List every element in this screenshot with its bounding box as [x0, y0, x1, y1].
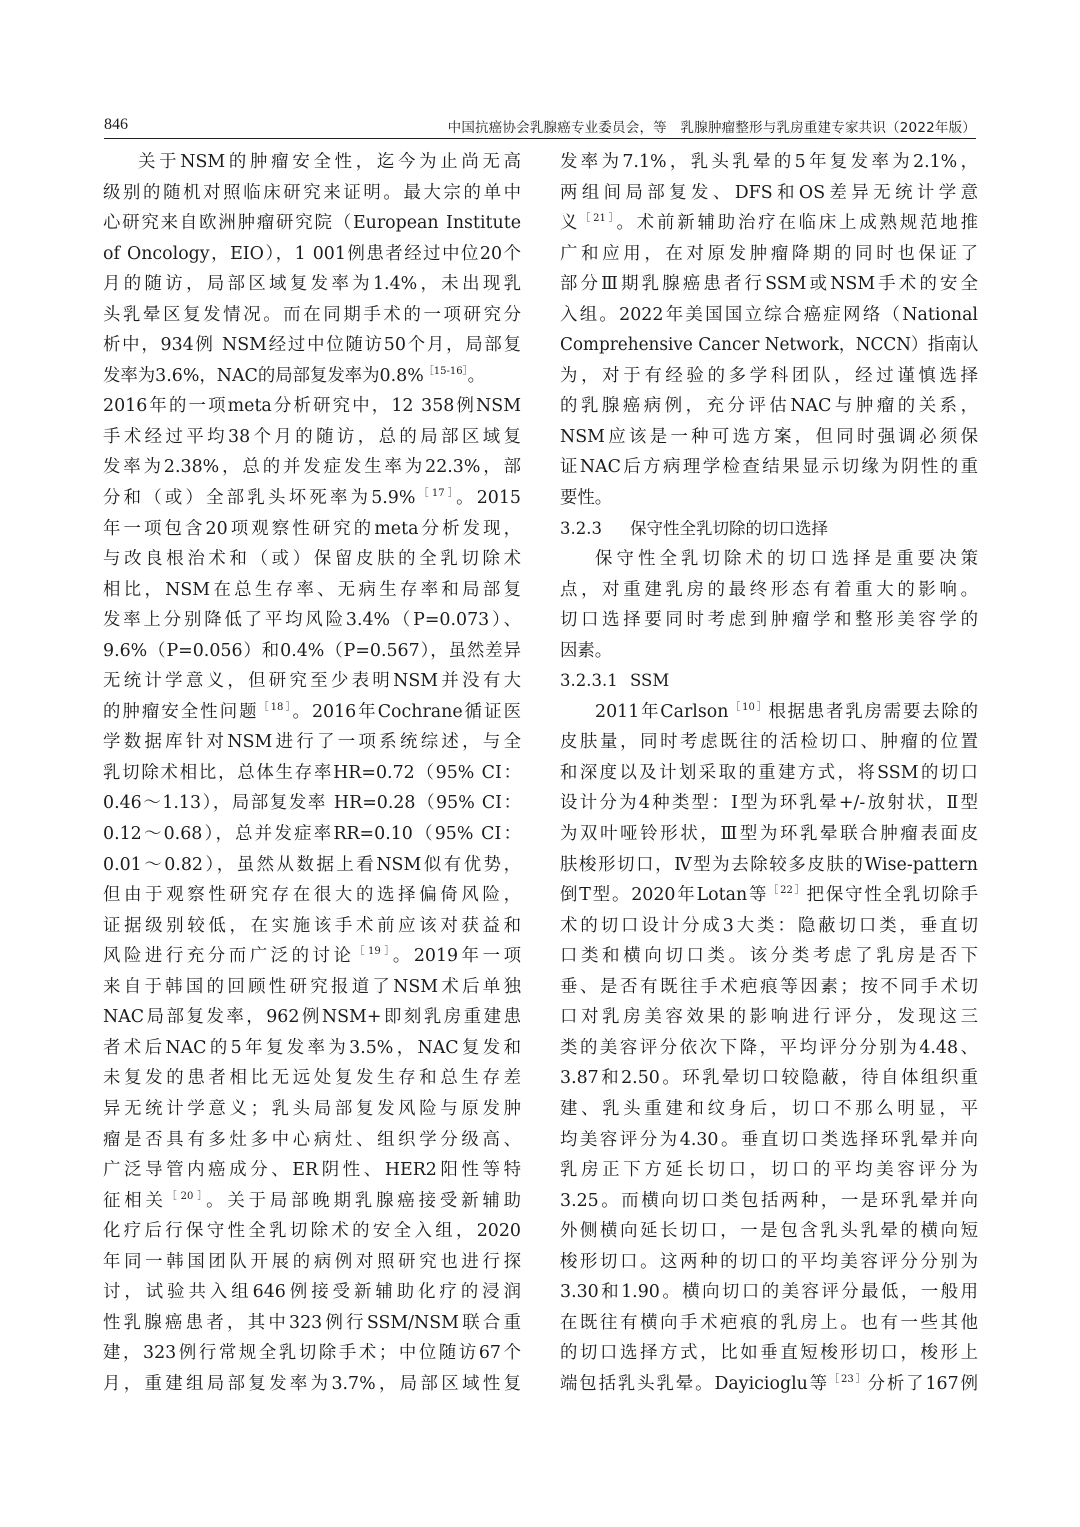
citation-reference: ［22］ [768, 885, 807, 897]
text-line [560, 911, 978, 942]
text-line [560, 1308, 978, 1339]
text-line [560, 880, 978, 911]
text-line [103, 361, 521, 392]
text-line [560, 1186, 978, 1217]
text-content: 的乳腺癌病例，充分评估NAC与肿瘤的关系， [560, 396, 978, 417]
text-line [560, 1033, 978, 1064]
text-line [560, 239, 978, 270]
text-line [560, 941, 978, 972]
text-content: 2016年的一项meta分析研究中，12 358例NSM [103, 396, 521, 417]
text-line [560, 1125, 978, 1156]
text-content: 把保守性全乳切除手 [806, 885, 978, 906]
text-content: 但由于观察性研究存在很大的选择偏倚风险， [103, 885, 521, 906]
text-content: 为，对于有经验的多学科团队，经过谨慎选择 [560, 365, 978, 386]
text-content: 月，重建组局部复发率为3.7%，局部区域性复 [103, 1373, 521, 1394]
text-content: 0.46～1.13），局部复发率 HR=0.28（95% CI： [103, 793, 521, 814]
text-content: 外侧横向延长切口，一是包含乳头乳晕的横向短 [560, 1221, 978, 1242]
text-line [103, 330, 521, 361]
text-content: 与改良根治术和（或）保留皮肤的全乳切除术 [103, 549, 521, 570]
text-content: 征相关 [103, 1190, 167, 1211]
text-content: 证NAC后方病理学检查结果显示切缘为阴性的重 [560, 457, 978, 478]
text-line [560, 819, 978, 850]
text-line [103, 575, 521, 606]
right-column [560, 147, 978, 1399]
citation-reference: ［18］ [258, 701, 293, 713]
text-content: 来自于韩国的回顾性研究报道了NSM术后单独 [103, 976, 521, 997]
section-number: 3.2.3.1 [560, 671, 618, 691]
text-line [103, 941, 521, 972]
text-content: 3.30和1.90。横向切口的美容评分最低，一般用 [560, 1282, 978, 1303]
section-heading [560, 666, 978, 697]
text-line [103, 208, 521, 239]
text-content: 发率上分别降低了平均风险3.4%（P=0.073）、 [103, 610, 521, 631]
text-line [103, 1186, 521, 1217]
text-content: 术的切口设计分成3大类：隐蔽切口类，垂直切 [560, 915, 978, 936]
text-content: 保守性全乳切除的切口选择 [630, 518, 828, 538]
text-line [560, 452, 978, 483]
text-line [560, 208, 978, 239]
text-line [560, 147, 978, 178]
text-line [560, 1247, 978, 1278]
text-content: 性乳腺癌患者，其中323例行SSM/NSM联合重 [103, 1312, 521, 1333]
text-line [560, 422, 978, 453]
text-content: 根据患者乳房需要去除的 [768, 701, 978, 722]
text-line [103, 850, 521, 881]
citation-reference: ［17］ [415, 488, 457, 500]
text-content: 乳切除术相比，总体生存率HR=0.72（95% CI： [103, 762, 521, 783]
text-content: 皮肤量，同时考虑既往的活检切口、肿瘤的位置 [560, 732, 978, 753]
text-content: 。2016年Cochrane循证医 [292, 701, 521, 722]
text-line [103, 1308, 521, 1339]
text-line [560, 1338, 978, 1369]
text-line [560, 391, 978, 422]
text-content: 风险进行充分而广泛的讨论 [103, 946, 355, 967]
text-content: 因素。 [560, 640, 613, 661]
running-header [104, 114, 976, 139]
text-content: SSM [630, 671, 670, 691]
text-line [103, 269, 521, 300]
text-line [103, 483, 521, 514]
text-line [560, 300, 978, 331]
text-content: 手术经过平均38个月的随访，总的局部区域复 [103, 426, 521, 447]
text-content: 的肿瘤安全性问题 [103, 701, 259, 722]
text-content: 义 [560, 213, 581, 234]
text-content: 乳房正下方延长切口，切口的平均美容评分为 [560, 1160, 978, 1181]
text-line [103, 1094, 521, 1125]
text-line [103, 1369, 521, 1400]
text-content: 3.25。而横向切口类包括两种，一是环乳晕并向 [560, 1190, 978, 1211]
text-line [103, 911, 521, 942]
text-content: 异无统计学意义；乳头局部复发风险与原发肿 [103, 1098, 521, 1119]
text-content: 头乳晕区复发情况。而在同期手术的一项研究分 [103, 304, 521, 325]
text-content: 端包括乳头乳晕。Dayicioglu等 [560, 1373, 830, 1394]
text-content: 瘤是否具有多灶多中心病灶、组织学分级高、 [103, 1129, 521, 1150]
text-content: 2011年Carlson [595, 701, 729, 722]
text-content: 切口选择要同时考虑到肿瘤学和整形美容学的 [560, 610, 978, 631]
text-content: 3.87和2.50。环乳晕切口较隐蔽，待自体组织重 [560, 1068, 978, 1089]
text-line [560, 1063, 978, 1094]
text-line [103, 727, 521, 758]
section-number: 3.2.3 [560, 518, 602, 538]
text-line [560, 269, 978, 300]
text-content: 月的随访，局部区域复发率为1.4%，未出现乳 [103, 274, 521, 295]
text-content: 建、乳头重建和纹身后，切口不那么明显，平 [560, 1098, 978, 1119]
text-content: 设计分为4种类型：I型为环乳晕+/-放射状，Ⅱ型 [560, 793, 978, 814]
text-content: 均美容评分为4.30。垂直切口类选择环乳晕并向 [560, 1129, 978, 1150]
citation-reference: ［19］ [354, 946, 393, 958]
text-content: 化疗后行保守性全乳切除术的安全入组，2020 [103, 1221, 521, 1242]
text-line [560, 544, 978, 575]
running-title: 中国抗癌协会乳腺癌专业委员会，等 乳腺肿瘤整形与乳房重建专家共识（2022年版） [447, 120, 976, 136]
text-content: 保守性全乳切除术的切口选择是重要决策 [595, 549, 978, 570]
text-line [560, 727, 978, 758]
text-line [103, 1216, 521, 1247]
text-content: 肤梭形切口，Ⅳ型为去除较多皮肤的Wise-pattern [560, 854, 978, 875]
text-line [103, 1277, 521, 1308]
text-line [103, 972, 521, 1003]
text-content: NAC局部复发率，962例NSM+即刻乳房重建患 [103, 1007, 521, 1028]
text-content: 心研究来自欧洲肿瘤研究院（European Institute [103, 213, 521, 234]
text-content: 口对乳房美容效果的影响进行评分，发现这三 [560, 1007, 978, 1028]
text-content: of Oncology，EIO），1 001例患者经过中位20个 [103, 243, 521, 264]
section-heading [560, 514, 978, 545]
text-content: 广和应用，在对原发肿瘤降期的同时也保证了 [560, 243, 978, 264]
text-content: 。术前新辅助治疗在临床上成熟规范地推 [616, 213, 978, 234]
text-content: 的切口选择方式，比如垂直短梭形切口，梭形上 [560, 1343, 978, 1364]
text-line [560, 605, 978, 636]
text-content: 析中，934例 NSM经过中位随访50个月，局部复 [103, 335, 521, 356]
text-content: 。2015 [456, 488, 521, 509]
text-line [560, 788, 978, 819]
text-content: 类的美容评分依次下降，平均评分分别为4.48、 [560, 1037, 978, 1058]
text-line [103, 697, 521, 728]
text-content: 9.6%（P=0.056）和0.4%（P=0.567），虽然差异 [103, 640, 521, 661]
text-content: 无统计学意义，但研究至少表明NSM并没有大 [103, 671, 521, 692]
text-content: 部分Ⅲ期乳腺癌患者行SSM或NSM手术的安全 [560, 274, 978, 295]
text-content: 两组间局部复发、DFS和OS差异无统计学意 [560, 182, 978, 203]
text-line [560, 483, 978, 514]
text-content: 者术后NAC的5年复发率为3.5%，NAC复发和 [103, 1037, 521, 1058]
text-line [103, 605, 521, 636]
citation-reference: ［10］ [728, 701, 769, 713]
text-content: 年同一韩国团队开展的病例对照研究也进行探 [103, 1251, 521, 1272]
text-content: 分析了167例 [867, 1373, 978, 1394]
text-content: 梭形切口。这两种的切口的平均美容评分分别为 [560, 1251, 978, 1272]
text-content: 发率为2.38%，总的并发症发生率为22.3%，部 [103, 457, 521, 478]
text-line [103, 880, 521, 911]
text-content: 点，对重建乳房的最终形态有着重大的影响。 [560, 579, 978, 600]
text-content: 级别的随机对照临床研究来证明。最大宗的单中 [103, 182, 521, 203]
text-line [103, 1338, 521, 1369]
text-line [560, 178, 978, 209]
text-content: 关于NSM的肿瘤安全性，迄今为止尚无高 [138, 152, 521, 172]
text-content: 口类和横向切口类。该分类考虑了乳房是否下 [560, 946, 978, 967]
text-line [103, 1033, 521, 1064]
text-line [103, 300, 521, 331]
text-content: 讨，试验共入组646例接受新辅助化疗的浸润 [103, 1282, 521, 1303]
page-number: 846 [104, 116, 128, 133]
text-content: 证据级别较低，在实施该手术前应该对获益和 [103, 915, 521, 936]
text-line [103, 239, 521, 270]
text-content: 发率为7.1%，乳头乳晕的5年复发率为2.1%， [560, 152, 978, 172]
citation-reference: ［15-16］ [423, 365, 468, 377]
text-line [560, 1155, 978, 1186]
text-content: 建，323例行常规全乳切除手术；中位随访67个 [103, 1343, 521, 1364]
citation-reference: ［21］ [580, 213, 617, 225]
text-line [560, 1216, 978, 1247]
text-content: 。 [467, 365, 485, 386]
text-line [103, 1155, 521, 1186]
text-line [560, 850, 978, 881]
left-column [103, 147, 521, 1399]
text-line [103, 1002, 521, 1033]
text-content: 0.12～0.68），总并发症率RR=0.10（95% CI： [103, 824, 521, 845]
text-content: 相比，NSM在总生存率、无病生存率和局部复 [103, 579, 521, 600]
text-content: 垂、是否有既往手术疤痕等因素；按不同手术切 [560, 976, 978, 997]
text-content: 。关于局部晚期乳腺癌接受新辅助 [206, 1190, 521, 1211]
citation-reference: ［23］ [829, 1373, 868, 1385]
text-line [103, 147, 521, 178]
text-content: 在既往有横向手术疤痕的乳房上。也有一些其他 [560, 1312, 978, 1333]
text-line [103, 422, 521, 453]
text-line [103, 1063, 521, 1094]
text-line [560, 361, 978, 392]
text-line [560, 636, 978, 667]
text-line [560, 1277, 978, 1308]
text-content: 入组。2022年美国国立综合癌症网络（National [560, 304, 978, 325]
text-line [560, 575, 978, 606]
text-line [560, 758, 978, 789]
text-content: 要性。 [560, 488, 613, 509]
text-line [560, 330, 978, 361]
text-content: 年一项包含20项观察性研究的meta分析发现， [103, 518, 521, 539]
text-content: 未复发的患者相比无远处复发生存和总生存差 [103, 1068, 521, 1089]
text-line [103, 452, 521, 483]
text-line [560, 1002, 978, 1033]
text-content: 倒T型。2020年Lotan等 [560, 885, 769, 906]
citation-reference: ［20］ [166, 1190, 207, 1202]
text-line [103, 636, 521, 667]
text-content: 和深度以及计划采取的重建方式，将SSM的切口 [560, 762, 978, 783]
text-line [103, 1125, 521, 1156]
text-line [560, 1369, 978, 1400]
text-line [560, 697, 978, 728]
text-line [103, 178, 521, 209]
text-content: NSM应该是一种可选方案，但同时强调必须保 [560, 426, 978, 447]
text-line [103, 544, 521, 575]
text-line [103, 666, 521, 697]
text-content: 。2019年一项 [392, 946, 521, 967]
text-line [103, 1247, 521, 1278]
text-content: 0.01～0.82），虽然从数据上看NSM似有优势， [103, 854, 521, 875]
text-line [103, 514, 521, 545]
text-content: 学数据库针对NSM进行了一项系统综述，与全 [103, 732, 521, 753]
text-content: Comprehensive Cancer Network，NCCN）指南认 [560, 335, 979, 356]
text-content: 为双叶哑铃形状，Ⅲ型为环乳晕联合肿瘤表面皮 [560, 824, 978, 845]
text-line [103, 819, 521, 850]
text-content: 分和（或）全部乳头坏死率为5.9% [103, 488, 416, 509]
text-content: 广泛导管内癌成分、ER阴性、HER2阳性等特 [103, 1160, 521, 1181]
text-line [560, 1094, 978, 1125]
text-line [103, 391, 521, 422]
text-line [103, 788, 521, 819]
text-content: 发率为3.6%，NAC的局部复发率为0.8% [103, 365, 424, 386]
text-line [103, 758, 521, 789]
text-line [560, 972, 978, 1003]
